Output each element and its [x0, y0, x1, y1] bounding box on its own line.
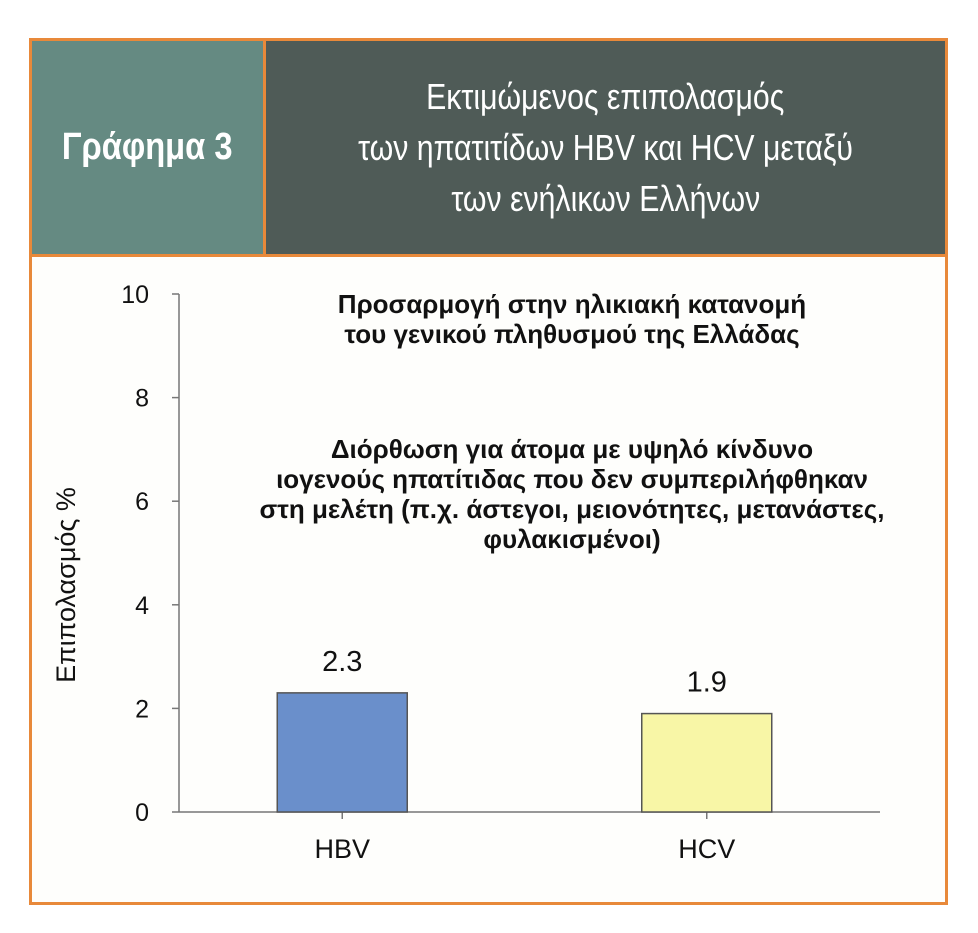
annotation-2-line-2: ιογενούς ηπατίτιδας που δεν συμπεριλήφθηκαν [276, 464, 868, 494]
annotation-2-line-4: φυλακισμένοι) [483, 524, 661, 554]
chart-annotations [260, 289, 885, 554]
y-tick-label: 8 [135, 384, 149, 413]
annotation-1-line-1: Προσαρμογή στην ηλικιακή κατανομή [337, 289, 807, 319]
bar-hbv [277, 693, 407, 812]
data-label-hcv: 1.9 [686, 666, 727, 699]
figure-number-text: Γράφημα 3 [62, 126, 233, 168]
annotation-2-line-1: Διόρθωση για άτομα με υψηλό κίνδυνο [330, 434, 814, 464]
figure-title-line-2: των ηπατιτίδων HBV και HCV μεταξύ [358, 126, 853, 168]
y-axis-label: Επιπολασμός % [51, 487, 81, 683]
x-tick-label-hcv: HCV [678, 834, 736, 864]
data-label-hbv: 2.3 [322, 645, 363, 678]
y-tick-label: 6 [135, 488, 149, 517]
figure-title-line-1: Εκτιμώμενος επιπολασμός [426, 75, 785, 117]
y-tick-label: 10 [121, 281, 149, 309]
bar-hcv [642, 714, 772, 812]
annotation-2-line-3: στη μελέτη (π.χ. άστεγοι, μειονότητες, μετανάστες, [259, 494, 885, 524]
y-tick-label: 2 [135, 695, 149, 724]
chart-bars [277, 693, 772, 812]
x-tick-label-hbv: HBV [314, 834, 371, 864]
figure-title-line-3: των ενήλικων Ελλήνων [451, 178, 760, 220]
y-tick-label: 0 [135, 799, 149, 827]
annotation-1-line-2: του γενικού πληθυσμού της Ελλάδας [344, 319, 800, 349]
y-tick-label: 4 [135, 591, 149, 620]
